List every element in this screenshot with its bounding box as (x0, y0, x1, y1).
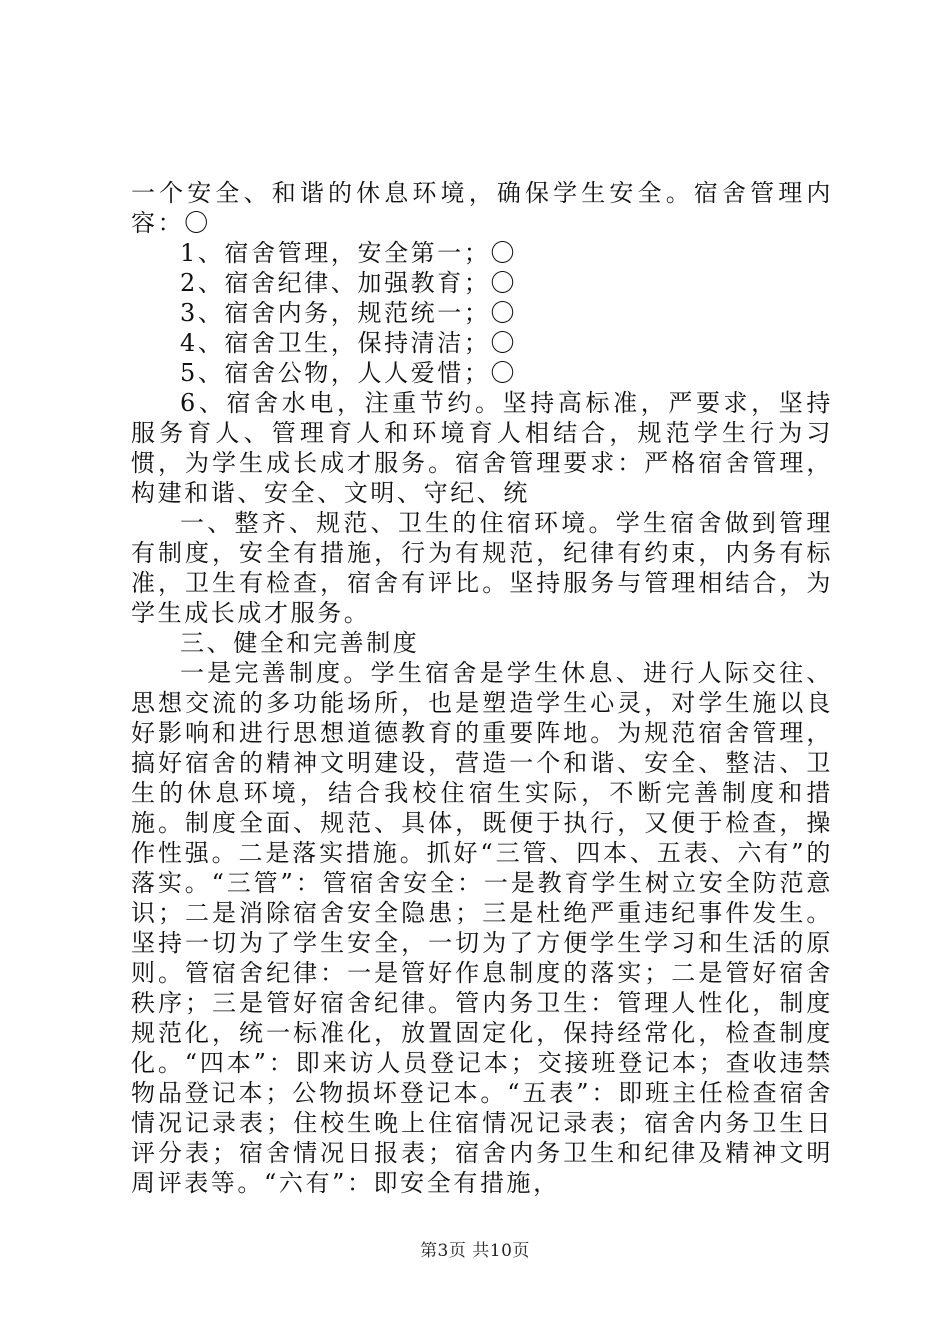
list-item-6: 6、宿舍水电，注重节约。坚持高标准，严要求，坚持服务育人、管理育人和环境育人相结合，规范学生行为习惯，为学生成长成才服务。宿舍管理要求：严格宿舍管理，构建和谐、安全、文明、守纪、统 (131, 389, 833, 507)
list-item-5: 5、宿舍公物，人人爱惜；〇 (180, 359, 518, 387)
paragraph-system: 一是完善制度。学生宿舍是学生休息、进行人际交往、思想交流的多功能场所，也是塑造学生心灵，对学生施以良好影响和进行思想道德教育的重要阵地。为规范宿舍管理，搞好宿舍的精神文明建设，营造一个和谐、安全、整洁、卫生的休息环境，结合我校住宿生实际，不断完善制度和措施。制度全面、规范、具体，既便于执行，又便于检查，操作性强。二是落实措施。抓好“三管、四本、五表、六有”的落实。“三管”：管宿舍安全：一是教育学生树立安全防范意识；二是消除宿舍安全隐患；三是杜绝严重违纪事件发生。坚持一切为了学生安全，一切为了方便学生学习和生活的原则。管宿舍纪律：一是管好作息制度的落实；二是管好宿舍秩序；三是管好宿舍纪律。管内务卫生：管理人性化，制度规范化，统一标准化，放置固定化，保持经常化，检查制度化。“四本”：即来访人员登记本；交接班登记本；查收违禁物品登记本；公物损坏登记本。“五表”：即班主任检查宿舍情况记录表；住校生晚上住宿情况记录表；宿舍内务卫生日评分表；宿舍情况日报表；宿舍内务卫生和纪律及精神文明周评表等。“六有”：即安全有措施， (131, 659, 833, 1197)
paragraph-intro: 一个安全、和谐的休息环境，确保学生安全。宿舍管理内容：〇 (131, 179, 833, 237)
page-number-footer: 第3页 共10页 (420, 1241, 530, 1261)
section-heading: 三、健全和完善制度 (180, 629, 420, 657)
list-item-1: 1、宿舍管理，安全第一；〇 (180, 239, 518, 267)
document-body (131, 178, 833, 1198)
paragraph-environment: 一、整齐、规范、卫生的住宿环境。学生宿舍做到管理有制度，安全有措施，行为有规范，纪律有约束，内务有标准，卫生有检查，宿舍有评比。坚持服务与管理相结合，为学生成长成才服务。 (131, 509, 833, 627)
list-item-2: 2、宿舍纪律、加强教育；〇 (180, 269, 518, 297)
list-item-4: 4、宿舍卫生，保持清洁；〇 (180, 329, 518, 357)
list-item-3: 3、宿舍内务，规范统一；〇 (180, 299, 518, 327)
